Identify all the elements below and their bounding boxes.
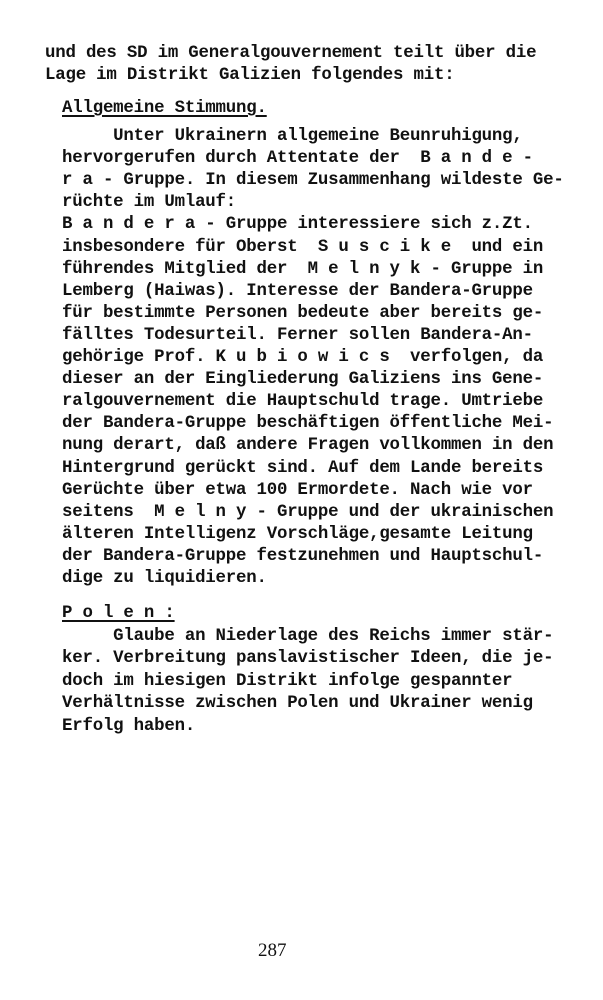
text-line: hervorgerufen durch Attentate der B a n d e - xyxy=(62,149,533,169)
section-heading-polen: P o l e n : xyxy=(62,604,175,623)
text-line: fälltes Todesurteil. Ferner sollen Bandera-An- xyxy=(62,325,533,345)
text-line: nung derart, daß andere Fragen vollkommen in den xyxy=(62,436,554,456)
text-line: ker. Verbreitung panslavistischer Ideen, die je- xyxy=(62,649,554,669)
text-line: gehörige Prof. K u b i o w i c s verfolgen, da xyxy=(62,348,544,367)
text-line: der Bandera-Gruppe beschäftigen öffentliche Mei- xyxy=(62,414,554,434)
text-line: doch im hiesigen Distrikt infolge gespannter xyxy=(62,671,513,691)
text-line: rüchte im Umlauf: xyxy=(62,193,237,213)
text-line: Gerüchte über etwa 100 Ermordete. Nach wie vor xyxy=(62,480,533,500)
text-line: ralgouvernement die Hauptschuld trage. Umtriebe xyxy=(62,392,544,412)
text-line: Hintergrund gerückt sind. Auf dem Lande bereits xyxy=(62,458,544,478)
text-line: führendes Mitglied der M e l n y k - Gruppe in xyxy=(62,259,544,279)
text-line: dige zu liquidieren. xyxy=(62,569,267,588)
text-line: für bestimmte Personen bedeute aber bereits ge- xyxy=(62,303,544,323)
text-line: Verhältnisse zwischen Polen und Ukrainer wenig xyxy=(62,694,533,714)
intro-line: Lage im Distrikt Galizien folgendes mit: xyxy=(45,66,455,85)
text-line: dieser an der Eingliederung Galiziens ins Gene- xyxy=(62,370,544,390)
text-line: r a - Gruppe. In diesem Zusammenhang wildeste Ge- xyxy=(62,171,564,191)
text-line: Lemberg (Haiwas). Interesse der Bandera-Gruppe xyxy=(62,281,533,301)
text-line: der Bandera-Gruppe festzunehmen und Hauptschul- xyxy=(62,546,544,566)
intro-line: und des SD im Generalgouvernement teilt über die xyxy=(45,44,537,63)
text-line: B a n d e r a - Gruppe interessiere sich z.Zt. xyxy=(62,215,533,235)
text-line: Glaube an Niederlage des Reichs immer stär- xyxy=(62,627,554,646)
section-heading-allgemeine-stimmung: Allgemeine Stimmung. xyxy=(62,99,267,118)
text-line: Erfolg haben. xyxy=(62,716,196,736)
text-line: Unter Ukrainern allgemeine Beunruhigung, xyxy=(62,127,523,146)
text-line: insbesondere für Oberst S u s c i k e und ein xyxy=(62,237,544,257)
text-line: seitens M e l n y - Gruppe und der ukrainischen xyxy=(62,502,554,522)
page-number: 287 xyxy=(258,940,287,961)
text-line: älteren Intelligenz Vorschläge,gesamte Leitung xyxy=(62,524,533,544)
